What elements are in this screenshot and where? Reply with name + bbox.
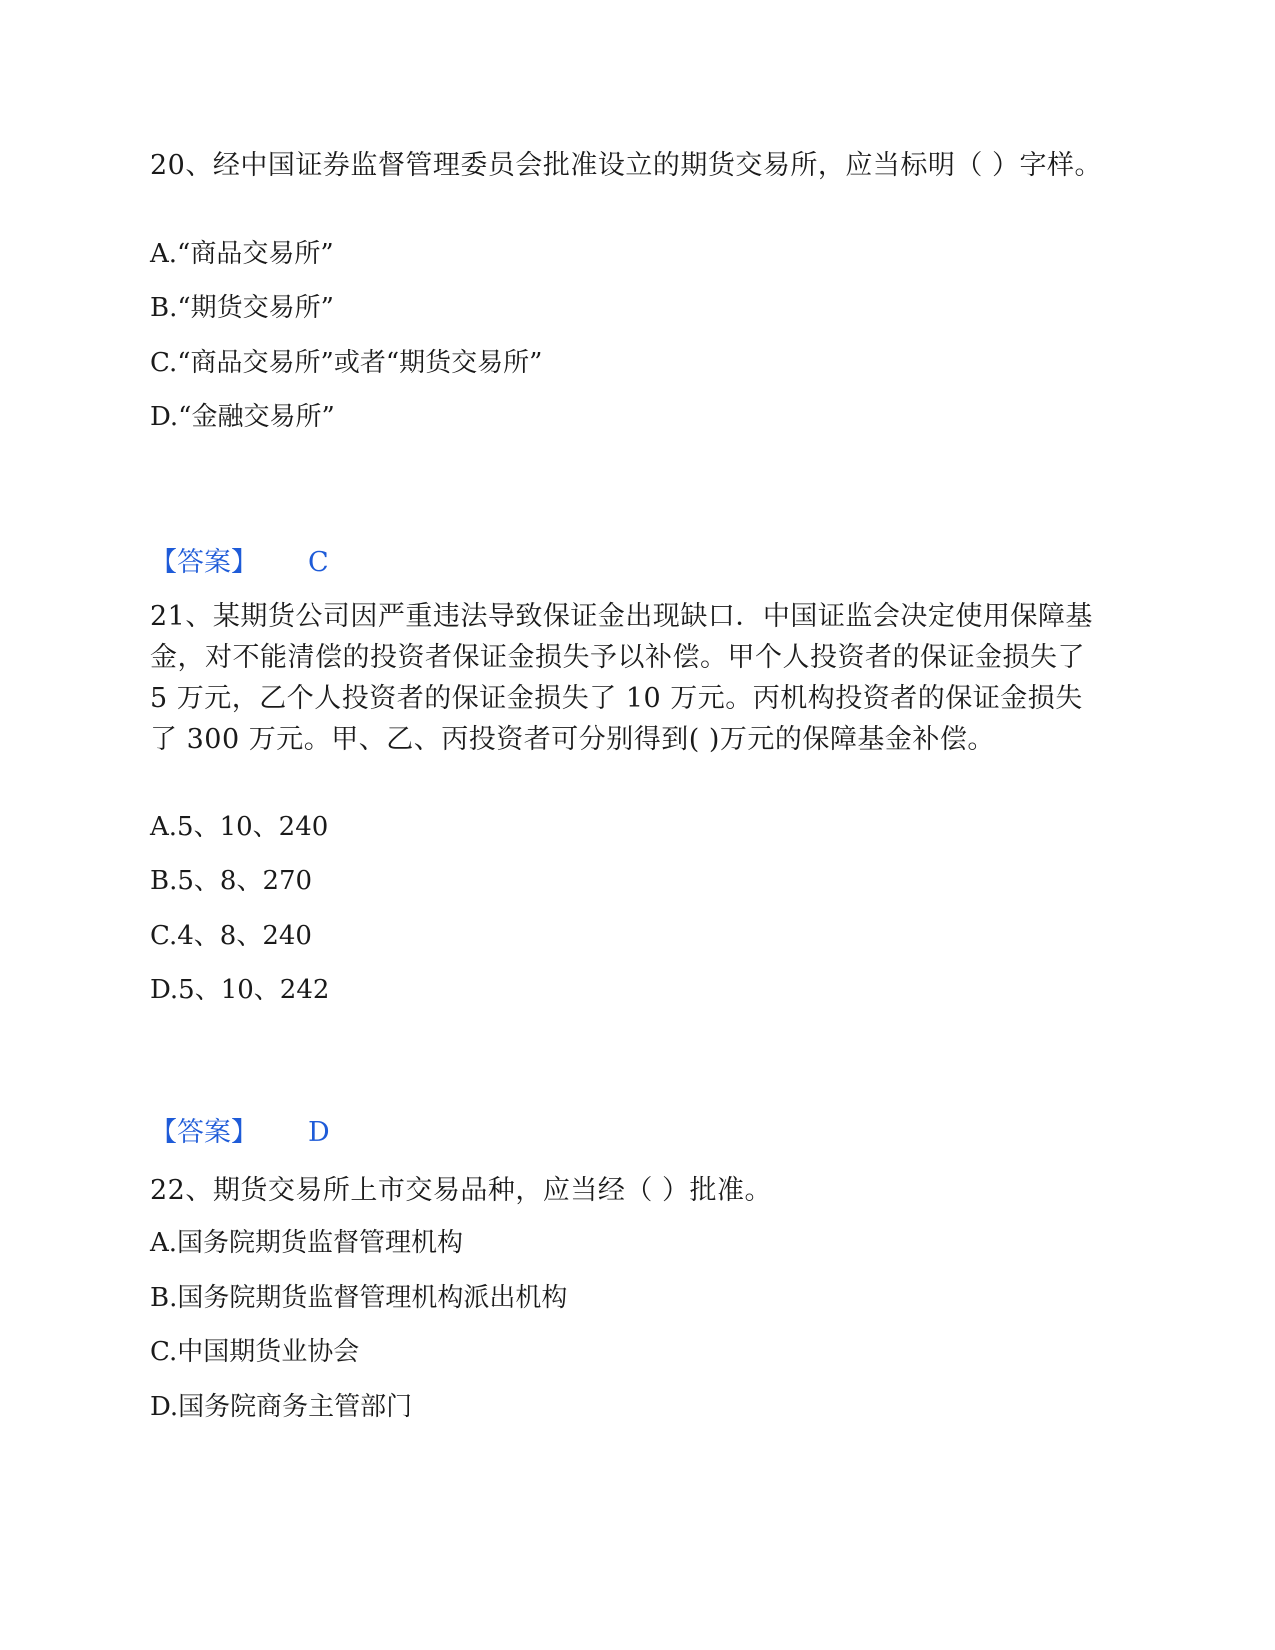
answer-value: D <box>308 1117 330 1148</box>
question-22 <box>150 1170 1110 1211</box>
option-a: A.“商品交易所” <box>150 239 334 269</box>
answer-label: 【答案】 <box>150 1117 258 1148</box>
option-d: D.国务院商务主管部门 <box>150 1392 413 1422</box>
option-b: B.国务院期货监督管理机构派出机构 <box>150 1283 568 1313</box>
answer-21 <box>150 1117 330 1149</box>
option-b: B.5、8、270 <box>150 866 313 896</box>
option-d: D.“金融交易所” <box>150 402 335 432</box>
option-d: D.5、10、242 <box>150 975 330 1005</box>
answer-value: C <box>308 547 329 578</box>
question-21 <box>150 596 1110 760</box>
option-c: C.4、8、240 <box>150 921 312 951</box>
option-a: A.5、10、240 <box>150 812 329 842</box>
answer-label: 【答案】 <box>150 547 258 578</box>
option-c: C.中国期货业协会 <box>150 1337 360 1367</box>
question-stem: 21、某期货公司因严重违法导致保证金出现缺口．中国证监会决定使用保障基金，对不能清偿的投资者保证金损失予以补偿。甲个人投资者的保证金损失了 5 万元，乙个人投资者的保证金损失了 10 万元。丙机构投资者的保证金损失了 300 万元。甲、乙、丙投资者可分别得到( )万元的保障基金补偿。 <box>150 601 1093 755</box>
question-20 <box>150 145 1110 186</box>
question-stem: 22、期货交易所上市交易品种，应当经（ ）批准。 <box>150 1175 772 1206</box>
option-b: B.“期货交易所” <box>150 293 334 323</box>
option-c: C.“商品交易所”或者“期货交易所” <box>150 348 543 378</box>
question-stem: 20、经中国证券监督管理委员会批准设立的期货交易所，应当标明（ ）字样。 <box>150 150 1102 181</box>
answer-20 <box>150 547 329 579</box>
option-a: A.国务院期货监督管理机构 <box>150 1228 464 1258</box>
